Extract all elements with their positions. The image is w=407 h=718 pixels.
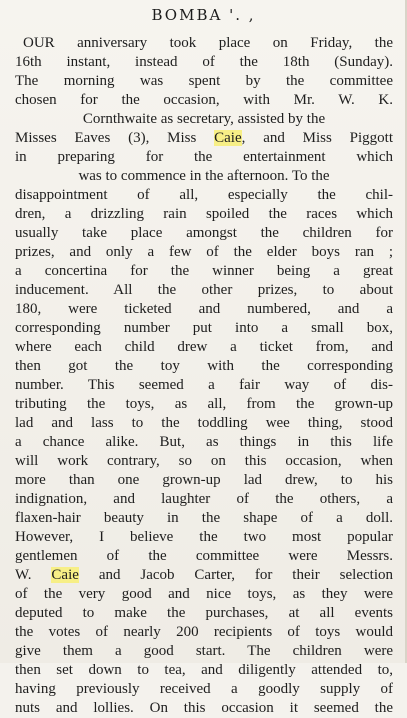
text-line [15,243,393,262]
text-span: more than one grown-up lad drew, to his [15,472,393,488]
article-heading: BOMBA '. , [151,6,256,24]
highlighted-term: Caie [214,130,242,146]
text-span: tributing the toys, as all, from the grown-up [15,396,393,412]
text-line [15,91,393,110]
text-span: inducement. All the other prizes, to about [15,282,393,298]
text-span: However, I believe the two most popular [15,529,393,545]
text-span: was to commence in the afternoon. To the [78,168,330,184]
text-line [15,395,393,414]
text-line [15,490,393,509]
text-line [15,186,393,205]
text-span: gentlemen of the committee were Messrs. [15,548,393,564]
text-span: number. This seemed a fair way of dis- [15,377,393,393]
text-line [15,53,393,72]
text-line [15,34,393,53]
text-span: The morning was spent by the committee [15,73,393,89]
text-line [15,148,393,167]
text-line [15,585,393,604]
text-span: then set down to tea, and diligently attended to, [15,662,393,678]
text-span: prizes, and only a few of the elder boys ran ; [15,244,393,260]
text-span: lad and lass to the toddling wee thing, stood [15,415,393,431]
article-body [15,34,393,718]
text-line [15,414,393,433]
text-span: corresponding number put into a small box, [15,320,393,336]
text-span: Cornthwaite as secretary, assisted by the [82,111,326,127]
text-span: W. [15,567,52,583]
text-line [15,528,393,547]
text-span: flaxen-hair beauty in the shape of a doll. [15,510,393,526]
text-span: where each child drew a ticket from, and [15,339,393,355]
text-span: the votes of nearly 200 recipients of toys would [15,624,393,640]
text-line [15,300,393,319]
highlighted-term: Caie [51,567,79,583]
text-span: and Jacob Carter, for their selection [78,567,393,583]
text-span: give them a good start. The children were [15,643,393,659]
text-line [15,262,393,281]
text-span: in preparing for the entertainment which [15,149,393,165]
text-span: dren, a drizzling rain spoiled the races which [15,206,393,222]
text-line [15,471,393,490]
text-line [15,319,393,338]
text-line [15,129,393,148]
text-line [15,699,393,718]
text-line [15,509,393,528]
text-line [15,566,393,585]
text-span: then got the toy with the corresponding [15,358,393,374]
text-line [15,604,393,623]
text-line [15,623,393,642]
text-line [15,680,393,699]
text-span: indignation, and laughter of the others, a [15,491,393,507]
text-span: Misses Eaves (3), Miss [15,130,215,146]
text-line [15,338,393,357]
text-line [15,376,393,395]
text-line [15,110,393,129]
text-span: a chance alike. But, as things in this life [15,434,393,450]
text-line [15,224,393,243]
text-line [15,433,393,452]
text-span: , and Miss Piggott [241,130,393,146]
text-span: usually take place amongst the children for [15,225,393,241]
text-line [15,205,393,224]
text-line [15,452,393,471]
text-line [15,167,393,186]
text-span: a concertina for the winner being a great [15,263,393,279]
text-line [15,642,393,661]
text-span: 16th instant, instead of the 18th (Sunday). [15,54,393,70]
text-line [15,357,393,376]
text-span: 180, were ticketed and numbered, and a [15,301,393,317]
text-line [15,281,393,300]
text-line [15,72,393,91]
text-line [15,661,393,680]
text-line [15,547,393,566]
text-span: deputed to make the purchases, at all events [15,605,393,621]
text-span: having previously received a goodly supply of [15,681,393,697]
text-span: will work contrary, so on this occasion, when [15,453,393,469]
text-span: chosen for the occasion, with Mr. W. K. [15,92,393,108]
text-span: of the very good and nice toys, as they were [15,586,393,602]
text-span: OUR anniversary took place on Friday, the [23,35,393,51]
text-span: nuts and lollies. On this occasion it seemed the [15,700,393,716]
text-span: disappointment of all, especially the chil- [15,187,393,203]
